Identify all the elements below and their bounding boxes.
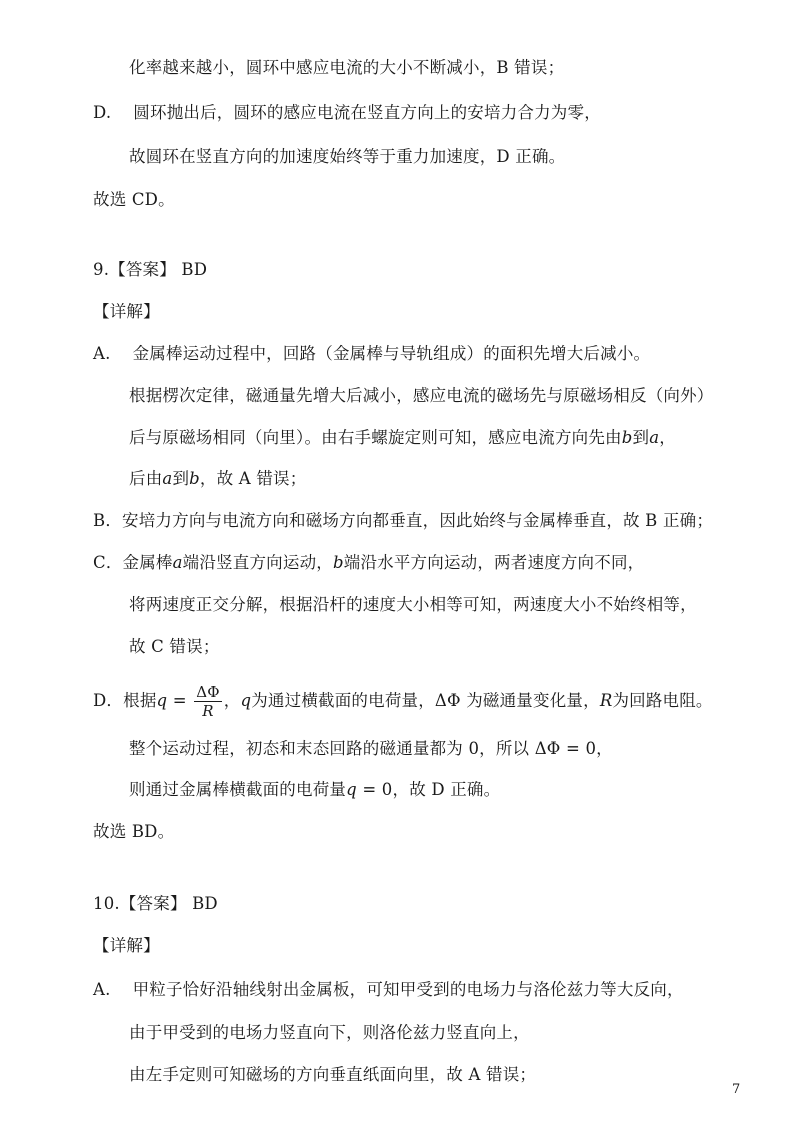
text-line: 整个运动过程，初态和末态回路的磁通量都为 0，所以 ΔΦ = 0， — [129, 739, 613, 758]
text-line — [93, 342, 650, 366]
fraction-numerator: ΔΦ — [196, 683, 220, 701]
text-line: 将两速度正交分解，根据沿杆的速度大小相等可知，两速度大小不始终相等， — [129, 595, 697, 614]
math-var: q — [240, 691, 252, 710]
choice-line: 故选 CD。 — [93, 190, 175, 209]
text-line — [129, 778, 500, 802]
math-var: b — [332, 553, 344, 572]
text-segment: 为通过横截面的电荷量，ΔΦ 为磁通量变化量， — [251, 691, 600, 710]
detail-heading: 【详解】 — [93, 936, 160, 955]
text-line — [129, 426, 676, 450]
text-segment: 为回路电阻。 — [612, 691, 713, 710]
math-var: a — [172, 553, 183, 572]
math-operator: = 0 — [356, 780, 393, 799]
text-line: B．安培力方向与电流方向和磁场方向都垂直，因此始终与金属棒垂直，故 B 正确； — [93, 511, 714, 530]
option-label: A. — [93, 980, 111, 999]
math-var: R — [599, 691, 613, 710]
text-segment: 则通过金属棒横截面的电荷量 — [129, 780, 347, 799]
text-segment: ，故 A 错误； — [199, 469, 307, 488]
text-segment: 端沿水平方向运动，两者速度方向不同， — [343, 553, 645, 572]
text-line: 故 C 错误； — [129, 637, 220, 656]
text-line — [129, 467, 306, 491]
text-line — [93, 978, 684, 1002]
option-text: 圆环抛出后，圆环的感应电流在竖直方向上的安培力合力为零， — [133, 103, 601, 122]
math-var: b — [189, 469, 200, 488]
text-segment: ， — [223, 691, 241, 710]
text-segment: D．根据 — [93, 691, 157, 710]
math-var: b — [621, 428, 633, 447]
text-segment: ，故 D 正确。 — [392, 780, 501, 799]
text-line: 由于甲受到的电场力竖直向下，则洛伦兹力竖直向上， — [129, 1023, 530, 1042]
page-number: 7 — [732, 1082, 741, 1097]
text-segment: C．金属棒 — [93, 553, 173, 572]
text-segment: 端沿竖直方向运动， — [182, 553, 333, 572]
text-segment: 后由 — [129, 469, 163, 488]
text-line: 根据楞次定律，磁通量先增大后减小，感应电流的磁场先与原磁场相反（向外） — [129, 386, 714, 405]
detail-heading: 【详解】 — [93, 302, 160, 321]
option-text: 金属棒运动过程中，回路（金属棒与导轨组成）的面积先增大后减小。 — [132, 344, 651, 363]
text-segment: 到 — [632, 428, 650, 447]
option-label: D. — [93, 103, 112, 122]
math-var: a — [162, 469, 173, 488]
math-var: a — [649, 428, 660, 447]
option-label: A. — [93, 344, 111, 363]
fraction-denominator: R — [202, 702, 214, 720]
math-var: q — [346, 780, 357, 799]
text-segment: 后与原磁场相同（向里）。由右手螺旋定则可知，感应电流方向先由 — [129, 428, 622, 447]
choice-line: 故选 BD。 — [93, 822, 175, 841]
text-segment: ， — [659, 428, 676, 447]
fraction — [194, 683, 222, 720]
text-line: 由左手定则可知磁场的方向垂直纸面向里，故 A 错误； — [129, 1065, 537, 1084]
question-10-heading: 10.【答案】 BD — [93, 894, 218, 913]
math-operator: = — [167, 691, 193, 710]
option-text: 甲粒子恰好沿轴线射出金属板，可知甲受到的电场力与洛伦兹力等大反向， — [132, 980, 684, 999]
text-line — [93, 551, 644, 575]
text-segment: 到 — [172, 469, 190, 488]
text-line — [93, 101, 601, 125]
question-9-heading: 9.【答案】 BD — [93, 260, 208, 279]
text-line: 化率越来越小，圆环中感应电流的大小不断减小，B 错误； — [129, 58, 565, 77]
math-var: q — [156, 691, 168, 710]
text-line — [93, 683, 713, 720]
text-line: 故圆环在竖直方向的加速度始终等于重力加速度，D 正确。 — [129, 147, 566, 166]
